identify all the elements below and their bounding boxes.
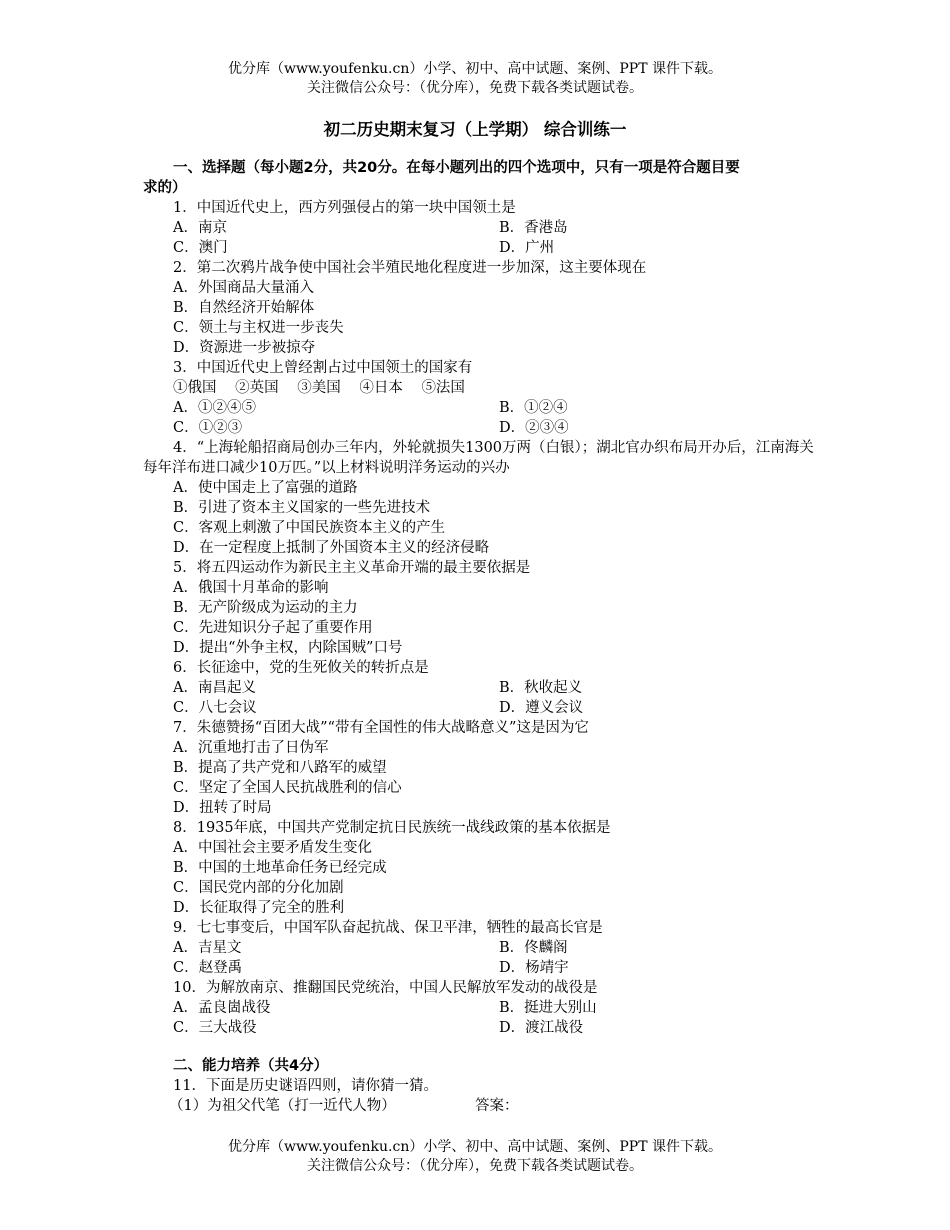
question-11-sub-1 bbox=[143, 1096, 823, 1116]
option-c: C．①②③ bbox=[173, 420, 243, 436]
question-2-stem: 2．第二次鸦片战争使中国社会半殖民地化程度进一步加深，这主要体现在 bbox=[173, 260, 647, 276]
option-b: B．秋收起义 bbox=[499, 680, 583, 696]
question-3-options-ab bbox=[143, 398, 823, 418]
footer-line-1: 优分库（www.youfenku.cn）小学、初中、高中试题、案例、PPT 课件下载。 bbox=[227, 1139, 722, 1155]
option-c: C．先进知识分子起了重要作用 bbox=[173, 620, 373, 636]
question-9-options-ab bbox=[143, 938, 823, 958]
option-d: D．渡江战役 bbox=[499, 1020, 584, 1036]
option-a: A．南昌起义 bbox=[173, 680, 256, 696]
option-b: B．自然经济开始解体 bbox=[173, 300, 315, 316]
question-10-stem: 10．为解放南京、推翻国民党统治，中国人民解放军发动的战役是 bbox=[173, 980, 598, 996]
option-a: A．①②④⑤ bbox=[173, 400, 256, 416]
question-6-options-ab bbox=[143, 678, 823, 698]
option-a: A．南京 bbox=[173, 220, 227, 236]
option-b: B．佟麟阁 bbox=[499, 940, 568, 956]
question-4-stem: 4．“上海轮船招商局创办三年内，外轮就损失1300万两（白银）；湖北官办织布局开办后，江南海关每年洋布进口减少10万匹。”以上材料说明洋务运动的兴办 bbox=[143, 440, 814, 476]
option-c: C．国民党内部的分化加剧 bbox=[173, 880, 344, 896]
question-6-options-cd bbox=[143, 698, 823, 718]
question-10-options-cd bbox=[143, 1018, 823, 1038]
answer-label: 答案： bbox=[475, 1098, 519, 1114]
question-9-stem: 9．七七事变后，中国军队奋起抗战、保卫平津，牺牲的最高长官是 bbox=[173, 920, 603, 936]
option-a: A．沉重地打击了日伪军 bbox=[173, 740, 329, 756]
header-line-2: 关注微信公众号：（优分库），免费下载各类试题试卷。 bbox=[307, 80, 643, 96]
option-c: C．澳门 bbox=[173, 240, 228, 256]
option-b: B．提高了共产党和八路军的威望 bbox=[173, 760, 387, 776]
option-d: D．提出“外争主权，内除国贼”口号 bbox=[173, 640, 403, 656]
option-c: C．客观上刺激了中国民族资本主义的产生 bbox=[173, 520, 446, 536]
footer-line-2: 关注微信公众号：（优分库），免费下载各类试题试卷。 bbox=[307, 1158, 643, 1174]
page-footer bbox=[0, 1138, 950, 1176]
option-b: B．挺进大别山 bbox=[499, 1000, 597, 1016]
option-c: C．八七会议 bbox=[173, 700, 257, 716]
question-5-stem: 5．将五四运动作为新民主主义革命开端的最主要依据是 bbox=[173, 560, 531, 576]
question-9-options-cd bbox=[143, 958, 823, 978]
question-6-stem: 6．长征途中，党的生死攸关的转折点是 bbox=[173, 660, 429, 676]
question-7-stem: 7．朱德赞扬“百团大战”“带有全国性的伟大战略意义”这是因为它 bbox=[173, 720, 589, 736]
section-2-heading: 二、能力培养（共4分） bbox=[173, 1058, 329, 1074]
option-c: C．坚定了全国人民抗战胜利的信心 bbox=[173, 780, 402, 796]
option-d: D．②③④ bbox=[499, 420, 569, 436]
option-b: B．中国的土地革命任务已经完成 bbox=[173, 860, 387, 876]
option-d: D．长征取得了完全的胜利 bbox=[173, 900, 345, 916]
question-1-stem: 1．中国近代史上，西方列强侵占的第一块中国领土是 bbox=[173, 200, 516, 216]
option-a: A．中国社会主要矛盾发生变化 bbox=[173, 840, 372, 856]
option-d: D．扭转了时局 bbox=[173, 800, 272, 816]
item-4: ④日本 bbox=[359, 380, 403, 396]
option-b: B．香港岛 bbox=[499, 220, 568, 236]
option-c: C．三大战役 bbox=[173, 1020, 257, 1036]
page-header bbox=[0, 60, 950, 98]
question-1-options-cd bbox=[143, 238, 823, 258]
question-8-stem: 8．1935年底，中国共产党制定抗日民族统一战线政策的基本依据是 bbox=[173, 820, 611, 836]
item-2: ②英国 bbox=[235, 380, 279, 396]
option-a: A．吉星文 bbox=[173, 940, 242, 956]
option-c: C．领土与主权进一步丧失 bbox=[173, 320, 344, 336]
option-d: D．在一定程度上抵制了外国资本主义的经济侵略 bbox=[173, 540, 490, 556]
option-b: B．引进了资本主义国家的一些先进技术 bbox=[173, 500, 431, 516]
question-3-stem: 3．中国近代史上曾经割占过中国领土的国家有 bbox=[173, 360, 473, 376]
section-1-heading: 一、选择题（每小题2分，共20分。在每小题列出的四个选项中，只有一项是符合题目要 求的） bbox=[143, 160, 740, 196]
question-11-stem: 11．下面是历史谜语四则，请你猜一猜。 bbox=[173, 1078, 438, 1094]
question-10-options-ab bbox=[143, 998, 823, 1018]
header-line-1: 优分库（www.youfenku.cn）小学、初中、高中试题、案例、PPT 课件下载。 bbox=[227, 61, 722, 77]
option-d: D．资源进一步被掠夺 bbox=[173, 340, 316, 356]
option-a: A．俄国十月革命的影响 bbox=[173, 580, 329, 596]
option-c: C．赵登禹 bbox=[173, 960, 243, 976]
exam-content bbox=[143, 158, 823, 1116]
riddle-1: （1）为祖父代笔（打一近代人物） bbox=[169, 1098, 396, 1114]
option-d: D．广州 bbox=[499, 240, 555, 256]
option-a: A．孟良崮战役 bbox=[173, 1000, 271, 1016]
question-3-options-cd bbox=[143, 418, 823, 438]
option-b: B．无产阶级成为运动的主力 bbox=[173, 600, 358, 616]
option-a: A．使中国走上了富强的道路 bbox=[173, 480, 358, 496]
item-3: ③美国 bbox=[297, 380, 341, 396]
item-5: ⑤法国 bbox=[421, 380, 465, 396]
question-1-options-ab bbox=[143, 218, 823, 238]
option-b: B．①②④ bbox=[499, 400, 568, 416]
item-1: ①俄国 bbox=[173, 380, 217, 396]
option-a: A．外国商品大量涌入 bbox=[173, 280, 314, 296]
question-3-items bbox=[143, 378, 823, 398]
option-d: D．杨靖宇 bbox=[499, 960, 569, 976]
option-d: D．遵义会议 bbox=[499, 700, 584, 716]
page-title: 初二历史期末复习（上学期） 综合训练一 bbox=[323, 120, 627, 139]
